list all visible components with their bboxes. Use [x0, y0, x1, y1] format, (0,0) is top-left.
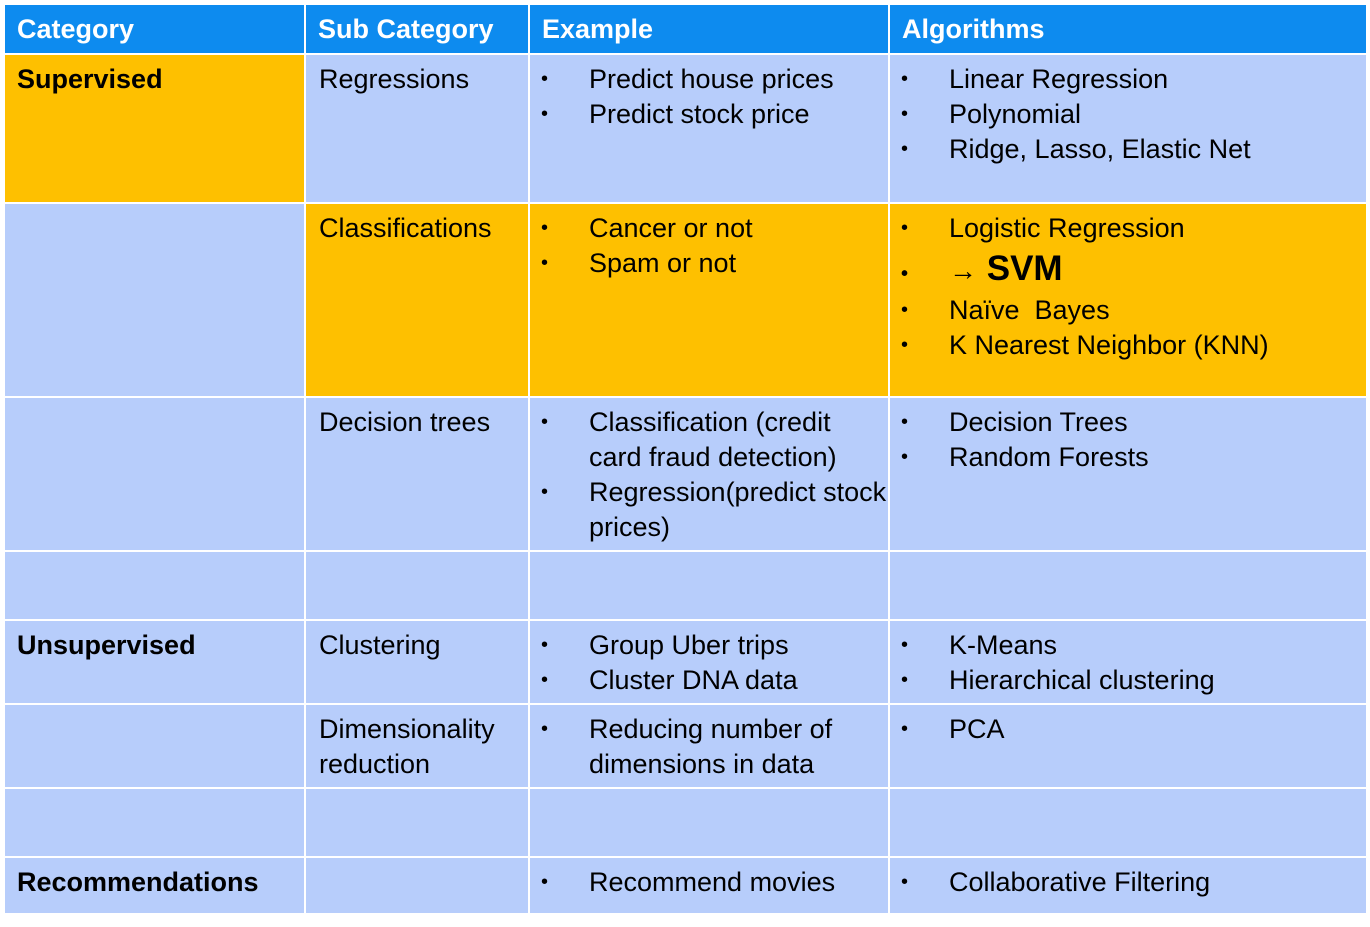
list-item: • → SVM [890, 246, 1366, 293]
bullet-icon: • [541, 669, 549, 691]
bullet-icon: • [901, 299, 909, 321]
sub-category-label: Clustering [319, 630, 441, 660]
list-item: • Collaborative Filtering [890, 865, 1366, 900]
example-cell [530, 705, 888, 787]
sub-category-cell [306, 858, 528, 913]
bullet-icon: • [901, 334, 909, 356]
algorithms-cell [890, 705, 1366, 787]
list-item: • Hierarchical clustering [890, 663, 1366, 698]
bullet-icon: • [541, 252, 549, 274]
arrow-right-icon: → [949, 255, 977, 286]
category-cell [5, 204, 304, 396]
bullet-icon: • [541, 103, 549, 125]
sub-category-cell [306, 398, 528, 550]
sub-category-cell [306, 621, 528, 703]
table-row-clustering [5, 621, 1366, 703]
bullet-icon: • [901, 217, 909, 239]
table-row-recommendations [5, 858, 1366, 913]
category-cell [5, 55, 304, 202]
algorithms-cell [890, 858, 1366, 913]
sub-category-cell [306, 204, 528, 396]
header-algorithms: Algorithms [890, 5, 1366, 53]
table-row-empty [5, 789, 1366, 856]
algorithms-cell [890, 55, 1366, 202]
example-cell [530, 621, 888, 703]
table-row-dimensionality-reduction [5, 705, 1366, 787]
bullet-icon: • [901, 669, 909, 691]
list-item: • Naïve Bayes [890, 293, 1366, 328]
empty-cell [530, 552, 888, 619]
category-label: Unsupervised [17, 630, 196, 660]
list-item: • Classification (credit card fraud detection) [541, 407, 837, 472]
header-sub-category: Sub Category [306, 5, 528, 53]
category-label [5, 705, 304, 712]
bullet-icon: • [901, 718, 909, 740]
bullet-icon: • [901, 68, 909, 90]
category-label [5, 204, 304, 211]
list-item: • Reducing number of dimensions in data [541, 714, 833, 779]
header-row [5, 5, 1366, 53]
bullet-icon: • [541, 634, 549, 656]
table-row-decision-trees [5, 398, 1366, 550]
bullet-icon: • [541, 481, 549, 503]
algorithms-cell [890, 398, 1366, 550]
list-item: • K-Means [890, 628, 1366, 663]
example-cell [530, 398, 888, 550]
empty-cell [890, 789, 1366, 856]
ml-algorithms-table [3, 3, 1368, 915]
algorithms-cell [890, 204, 1366, 396]
header-example: Example [530, 5, 888, 53]
sub-category-label [306, 858, 528, 865]
category-cell [5, 705, 304, 787]
sub-category-label: Regressions [319, 64, 470, 94]
table-row-empty [5, 552, 1366, 619]
bullet-icon: • [901, 263, 909, 285]
empty-cell [530, 789, 888, 856]
category-cell [5, 621, 304, 703]
list-item: • Decision Trees [890, 405, 1366, 440]
sub-category-label: Classifications [319, 213, 492, 243]
list-item: • Cluster DNA data [530, 663, 888, 698]
category-cell [5, 858, 304, 913]
list-item: • Cancer or not [530, 211, 888, 246]
list-item: • Spam or not [530, 246, 888, 281]
category-label [5, 398, 304, 405]
list-item: • Logistic Regression [890, 211, 1366, 246]
empty-cell [306, 552, 528, 619]
list-item: • Regression(predict stock prices) [541, 477, 887, 542]
category-label: Recommendations [17, 867, 259, 897]
sub-category-cell [306, 705, 528, 787]
sub-category-label: Decision trees [319, 407, 491, 437]
example-cell [530, 858, 888, 913]
empty-cell [890, 552, 1366, 619]
algorithms-cell [890, 621, 1366, 703]
bullet-icon: • [541, 411, 549, 433]
example-cell [530, 204, 888, 396]
bullet-icon: • [541, 718, 549, 740]
bullet-icon: • [541, 217, 549, 239]
bullet-icon: • [901, 138, 909, 160]
list-item: • PCA [890, 712, 1366, 747]
list-item: • Predict stock price [530, 97, 888, 132]
list-item: • Linear Regression [890, 62, 1366, 97]
empty-cell [306, 789, 528, 856]
example-cell [530, 55, 888, 202]
empty-cell [5, 552, 304, 619]
list-item: • Group Uber trips [530, 628, 888, 663]
bullet-icon: • [901, 411, 909, 433]
list-item: • Predict house prices [530, 62, 888, 97]
bullet-icon: • [901, 871, 909, 893]
category-cell [5, 398, 304, 550]
bullet-icon: • [901, 634, 909, 656]
sub-category-label: Dimensionality reduction [319, 714, 495, 779]
empty-cell [5, 789, 304, 856]
bullet-icon: • [901, 446, 909, 468]
list-item: • Ridge, Lasso, Elastic Net [890, 132, 1366, 167]
list-item: • K Nearest Neighbor (KNN) [890, 328, 1366, 363]
list-item: • Polynomial [890, 97, 1366, 132]
bullet-icon: • [541, 871, 549, 893]
bullet-icon: • [901, 103, 909, 125]
sub-category-cell [306, 55, 528, 202]
category-label: Supervised [17, 64, 163, 94]
list-item: • Random Forests [890, 440, 1366, 475]
bullet-icon: • [541, 68, 549, 90]
list-item: • Recommend movies [530, 865, 888, 900]
header-category: Category [5, 5, 304, 53]
table-row-classifications [5, 204, 1366, 396]
table-row-regressions [5, 55, 1366, 202]
